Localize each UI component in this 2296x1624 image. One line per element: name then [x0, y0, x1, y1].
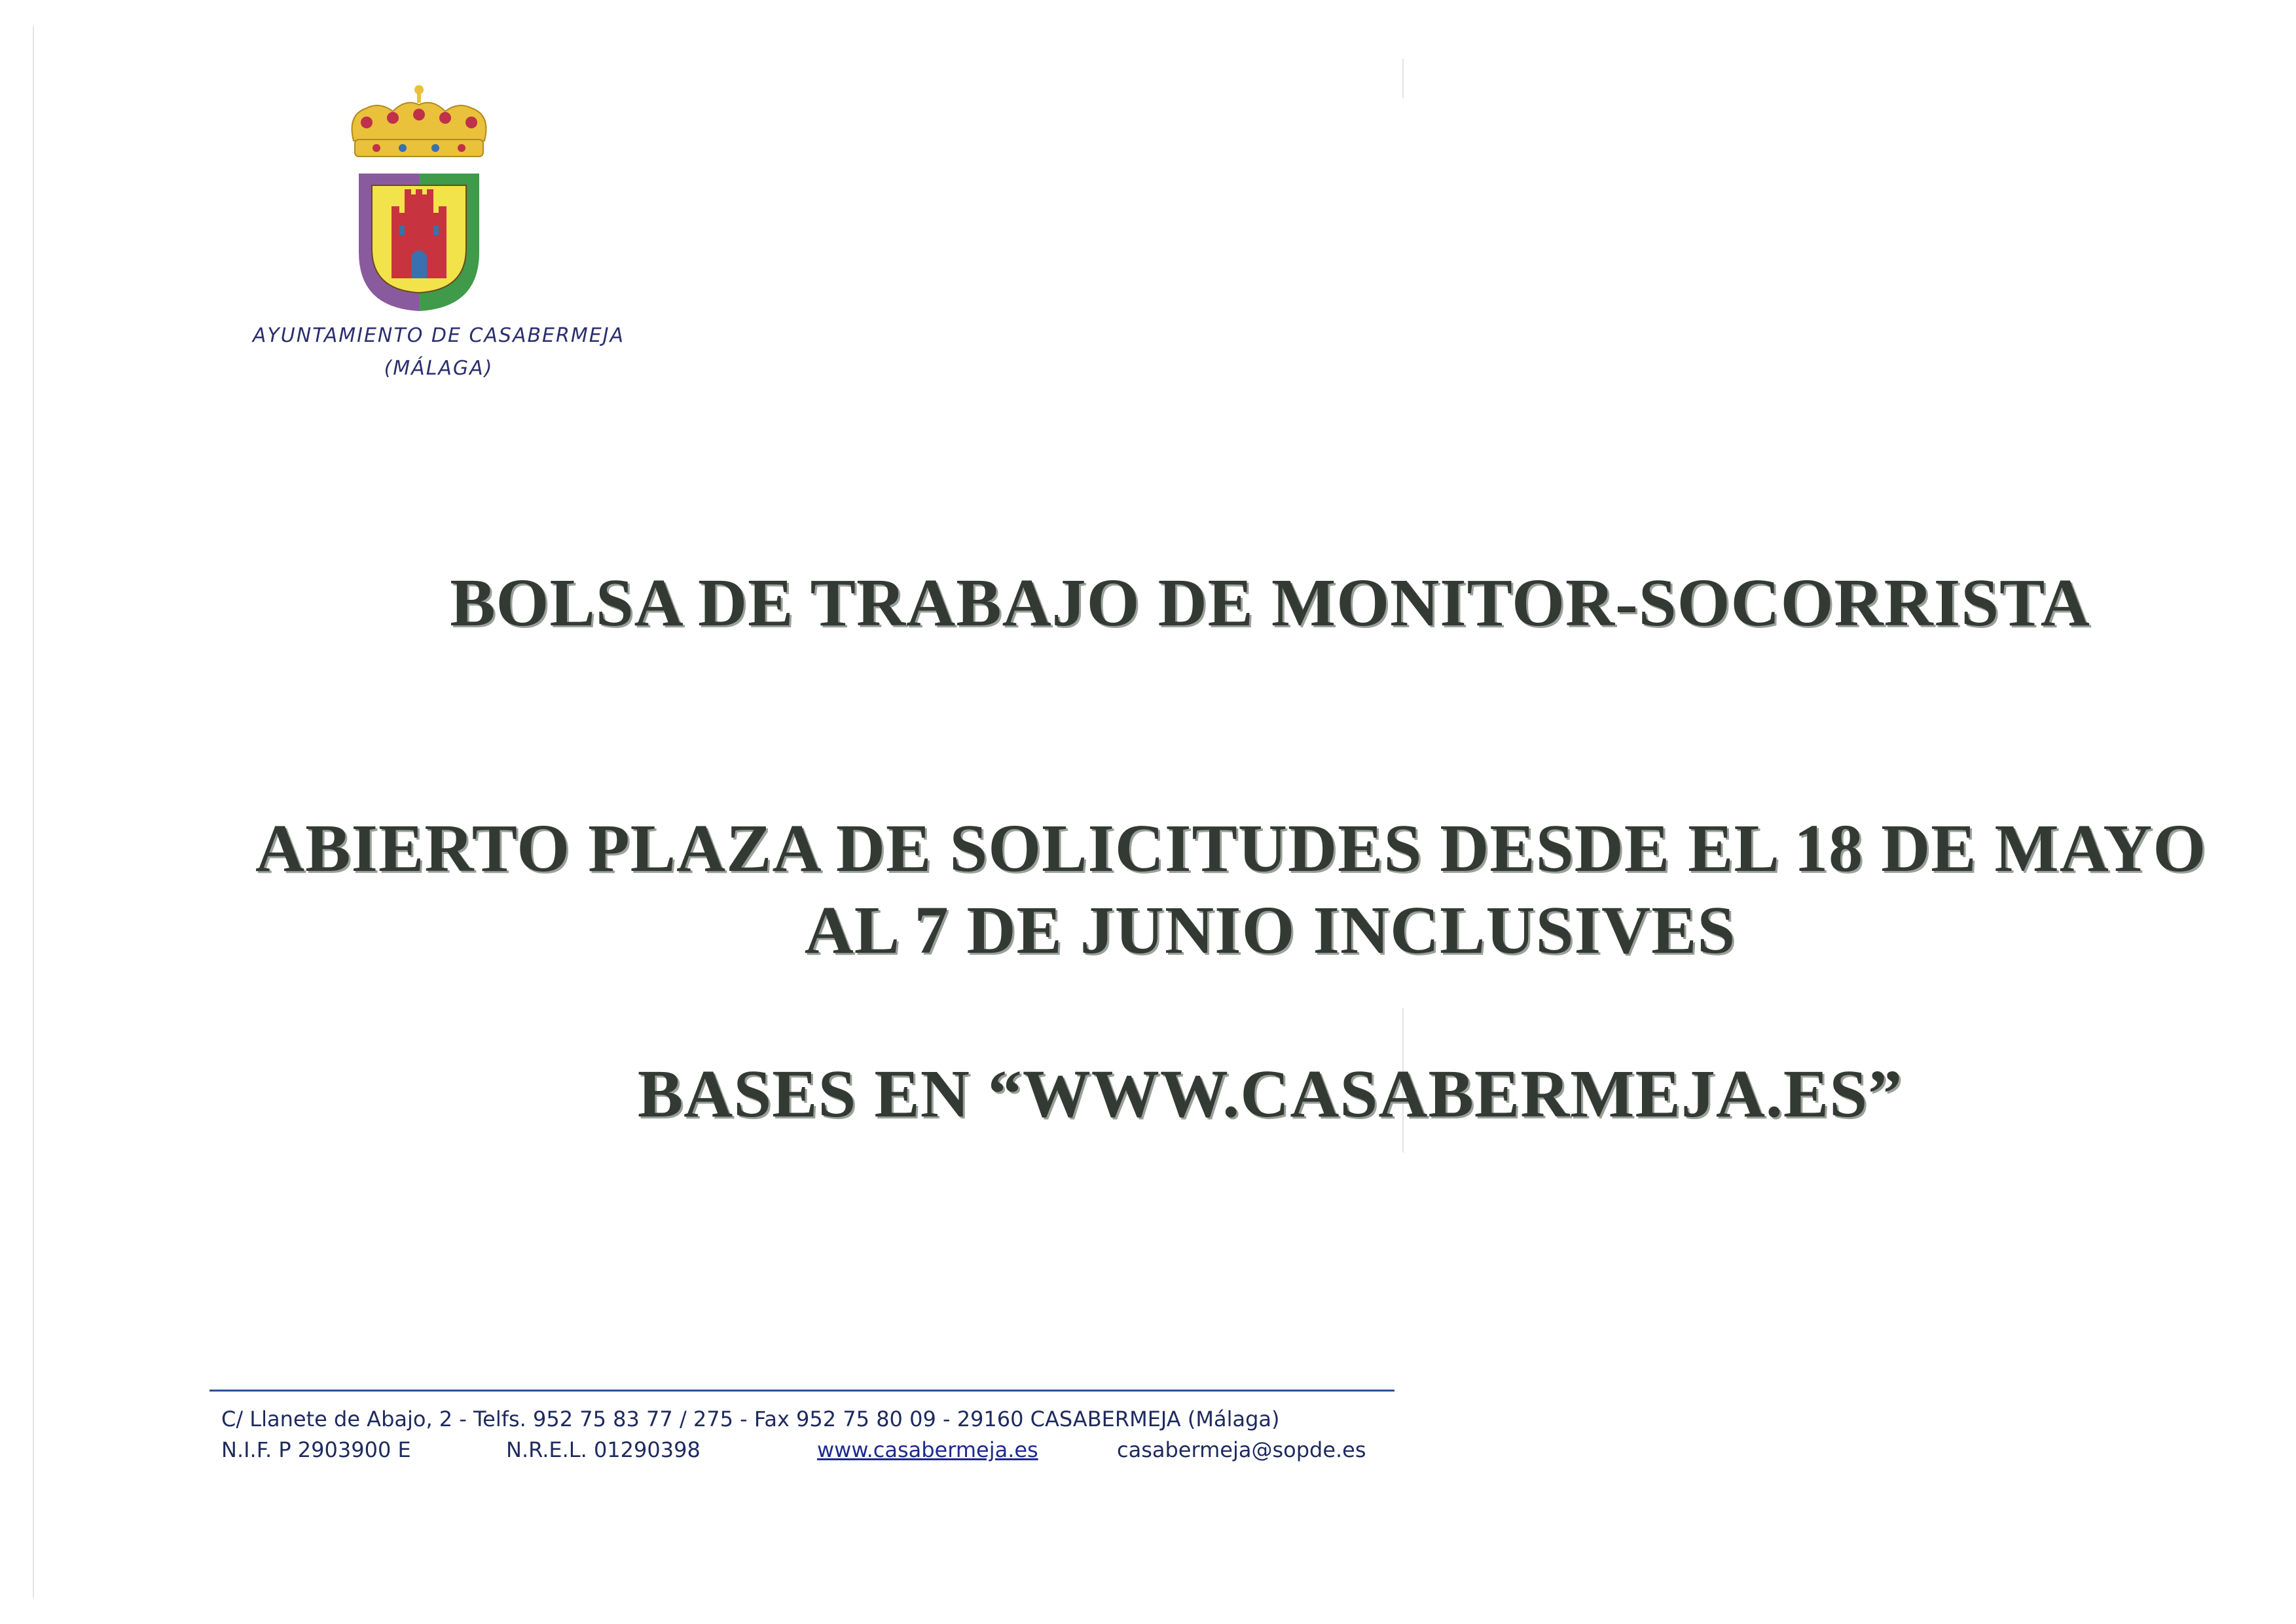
- footer-email[interactable]: casabermeja@sopde.es: [1117, 1437, 1366, 1462]
- footer-website-link[interactable]: www.casabermeja.es: [817, 1437, 1038, 1462]
- bases-website-line: BASES EN “WWW.CASABERMEJA.ES”: [637, 1056, 1903, 1132]
- footer-address: C/ Llanete de Abajo, 2 - Telfs. 952 75 83 77 / 275 - Fax 952 75 80 09 - 29160 CASABERMEJA (Málaga): [221, 1407, 1280, 1431]
- organization-line-1: AYUNTAMIENTO DE CASABERMEJA: [252, 324, 625, 347]
- crown-icon: [352, 85, 486, 157]
- notice-title: BOLSA DE TRABAJO DE MONITOR-SOCORRISTA: [450, 565, 2090, 640]
- application-period-line-2: AL 7 DE JUNIO INCLUSIVES: [804, 893, 1736, 968]
- footer-nif: N.I.F. P 2903900 E: [221, 1437, 411, 1462]
- coat-of-arms-icon: [340, 82, 498, 318]
- coat-of-arms-logo: [340, 82, 498, 318]
- scan-margin-line: [33, 26, 34, 1598]
- application-period-line-1: ABIERTO PLAZA DE SOLICITUDES DESDE EL 18 DE MAYO: [255, 811, 2207, 886]
- organization-name: [196, 320, 681, 385]
- footer-divider: [210, 1390, 1394, 1392]
- shield-icon: [359, 174, 479, 311]
- footer-nrel: N.R.E.L. 01290398: [506, 1437, 701, 1462]
- organization-line-2: (MÁLAGA): [384, 357, 494, 380]
- scan-fold-mark: [1402, 59, 1404, 98]
